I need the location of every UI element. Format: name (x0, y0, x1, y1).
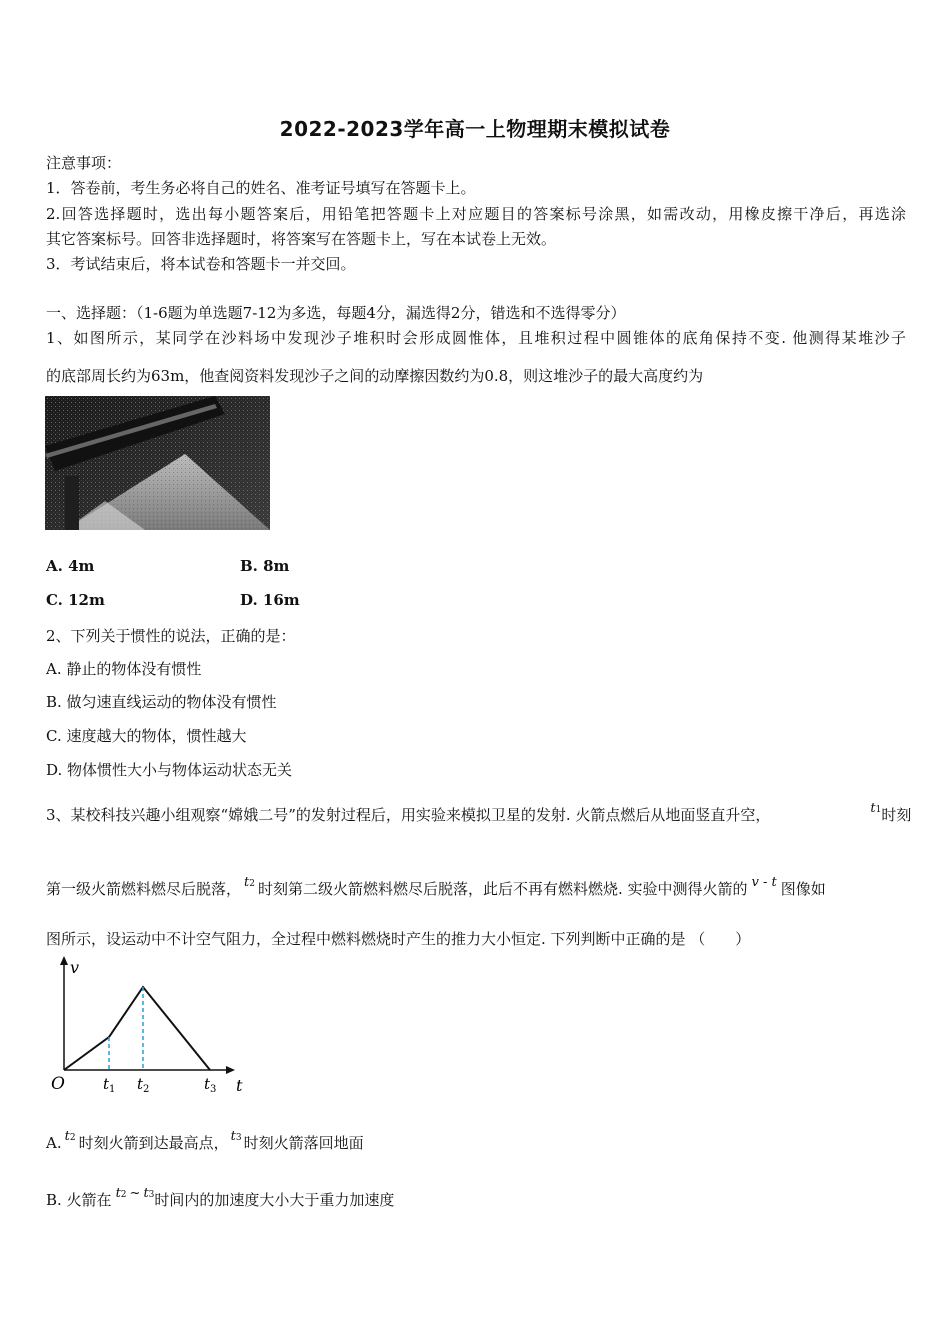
vt-symbol: v - t (751, 875, 777, 890)
q2-option-d[interactable]: D. 物体惯性大小与物体运动状态无关 (46, 761, 293, 779)
q2-option-b[interactable]: B. 做匀速直线运动的物体没有惯性 (46, 693, 277, 711)
q3-text: 时刻 (881, 806, 912, 824)
q3-text: 时刻第二级火箭燃料燃尽后脱落，此后不再有燃料燃烧. 实验中测得火箭的 (257, 880, 748, 898)
q2-option-a[interactable]: A. 静止的物体没有惯性 (46, 660, 202, 678)
q3-stem-line2 (46, 875, 826, 899)
t2-tick-label: $t_2$ (137, 1075, 150, 1095)
vt-curve (64, 987, 210, 1070)
q1-option-a-label: A. 4m (46, 557, 95, 575)
sand-pile-photo (45, 396, 270, 530)
q2-stem: 2、下列关于惯性的说法，正确的是： (46, 627, 296, 645)
q1-stem-line1: 1、如图所示，某同学在沙料场中发现沙子堆积时会形成圆惟体，且堆积过程中圆锥体的底角保持不变. 他测得某堆沙子 (46, 329, 906, 347)
q3-stem-line3: 图所示，设运动中不计空气阻力，全过程中燃料燃烧时产生的推力大小恒定. 下列判断中正确的是 （ ） (46, 930, 751, 948)
q3-option-a[interactable] (46, 1129, 364, 1153)
q1-option-c[interactable] (46, 591, 105, 609)
q1-stem-line2: 的底部周长约为63m，他查阅资料发现沙子之间的动摩擦因数约为0.8，则这堆沙子的最大高度约为 (46, 367, 704, 385)
q1-option-d-label: D. 16m (240, 591, 300, 609)
t2-symbol: t2 (64, 1129, 76, 1144)
q3-option-a-text: 时刻火箭到达最高点， (78, 1134, 229, 1152)
q3-option-b[interactable] (46, 1186, 395, 1210)
notice-item-3: 3．考试结束后，将本试卷和答题卡一并交回。 (46, 255, 356, 273)
x-axis-arrow (226, 1066, 235, 1074)
x-axis-label: t (236, 1076, 243, 1095)
t2-symbol: t2 (244, 875, 255, 890)
t1-symbol: t1 (870, 801, 882, 816)
q1-option-a[interactable] (46, 557, 94, 575)
tilde-symbol: ~ (129, 1186, 141, 1201)
t3-symbol: t3 (143, 1186, 155, 1201)
t1-tick-label: $t_1$ (103, 1075, 116, 1095)
q1-option-b[interactable] (240, 557, 289, 575)
notice-item-2-cont: 其它答案标号。回答非选择题时，将答案写在答题卡上，写在本试卷上无效。 (46, 230, 557, 248)
q3-text: 图像如 (780, 880, 826, 898)
notice-item-2: 2.回答选择题时，选出每小题答案后，用铅笔把答题卡上对应题目的答案标号涂黑，如需改动，用橡皮擦干净后，再选涂 (46, 205, 906, 223)
t3-symbol: t3 (230, 1129, 242, 1144)
q2-option-c[interactable]: C. 速度越大的物体，惯性越大 (46, 727, 247, 745)
q3-option-a-text: 时刻火箭落回地面 (243, 1134, 364, 1152)
y-axis-label: v (70, 958, 80, 977)
q3-text: 第一级火箭燃料燃尽后脱落， (46, 880, 242, 898)
t3-tick-label: $t_3$ (204, 1075, 217, 1095)
q3-stem-line1 (46, 801, 912, 825)
notice-heading: 注意事项： (46, 154, 122, 172)
q1-option-c-label: C. 12m (46, 591, 105, 609)
q3-option-a-letter: A. (46, 1134, 62, 1152)
page-title: 2022-2023学年高一上物理期末模拟试卷 (279, 117, 671, 141)
q1-option-b-label: B. 8m (240, 557, 290, 575)
q3-text: 3、某校科技兴趣小组观察“嫦娥二号”的发射过程后，用实验来模拟卫星的发射. 火箭点燃后从地面竖直升空， (46, 806, 771, 824)
origin-label: O (51, 1074, 65, 1094)
q1-option-d[interactable] (240, 591, 300, 609)
notice-item-1: 1．答卷前，考生务必将自己的姓名、准考证号填写在答题卡上。 (46, 179, 476, 197)
t2-symbol: t2 (115, 1186, 127, 1201)
q3-option-b-text: 时间内的加速度大小大于重力加速度 (154, 1191, 395, 1209)
vt-graph (48, 955, 258, 1104)
y-axis-arrow (60, 956, 68, 965)
q3-option-b-text: B. 火箭在 (46, 1191, 112, 1209)
section-heading: 一、选择题：（1-6题为单选题7-12为多选，每题4分，漏选得2分，错选和不选得零分） (46, 304, 626, 322)
